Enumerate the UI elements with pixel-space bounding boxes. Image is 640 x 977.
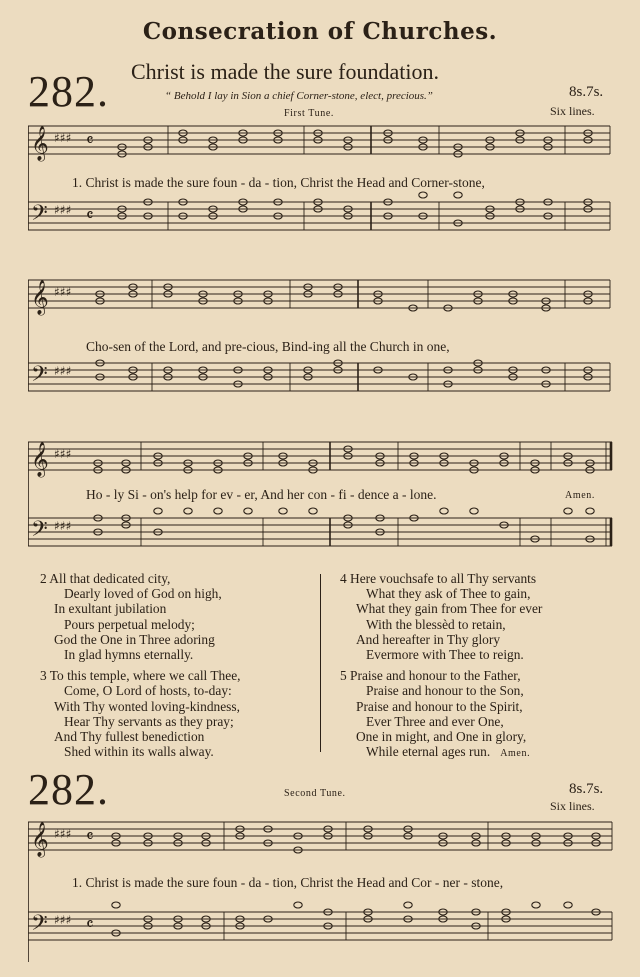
verse-2 [40, 571, 320, 662]
verses-left-column [40, 571, 320, 759]
verse-line: Praise and honour to the Son, [366, 683, 524, 699]
verse-line: Pours perpetual melody; [64, 616, 195, 632]
staff-notation [28, 812, 613, 977]
staff-notation [28, 120, 613, 262]
meter-label: 8s.7s. [569, 84, 604, 100]
column-divider [320, 574, 321, 752]
verse-line: God the One in Three adoring [54, 631, 215, 647]
section-title: Consecration of Churches. [142, 18, 498, 45]
verse-line: Evermore with Thee to reign. [366, 647, 524, 663]
verse-line: In glad hymns eternally. [64, 647, 194, 663]
verse-line: With Thy wonted loving-kindness, [54, 698, 240, 714]
music-system-4 [28, 812, 613, 977]
verse-line: What they ask of Thee to gain, [366, 586, 531, 602]
amen-label: Amen. [565, 490, 595, 501]
music-system-1 [28, 120, 613, 262]
verse-line: 5 Praise and honour to the Father, [340, 668, 521, 684]
svg-text:𝄞: 𝄞 [31, 822, 49, 857]
svg-text:𝄴: 𝄴 [86, 206, 94, 226]
svg-text:♯♯♯: ♯♯♯ [54, 447, 72, 461]
verse-3 [40, 668, 320, 759]
music-system-2 [28, 268, 613, 418]
hymn-title: Christ is made the sure foundation. [131, 59, 439, 84]
music-system-3 [28, 430, 613, 570]
verse-line: Come, O Lord of hosts, to-day: [64, 683, 232, 699]
svg-text:♯♯♯: ♯♯♯ [54, 519, 72, 533]
svg-text:𝄢: 𝄢 [31, 517, 48, 547]
verse-line: 2 All that dedicated city, [40, 571, 171, 586]
svg-text:𝄢: 𝄢 [31, 911, 48, 941]
svg-text:𝄢: 𝄢 [31, 201, 48, 231]
lyric-line: Ho - ly Si - on's help for ev - er, And her con - fi - dence a - lone. [86, 487, 437, 502]
verse-line-text: While eternal ages run. [366, 744, 491, 760]
verse-line: What they gain from Thee for ever [356, 601, 543, 617]
verse-line: Dearly loved of God on high, [64, 586, 222, 602]
svg-text:♯♯♯: ♯♯♯ [54, 827, 72, 841]
verses-right-column [340, 571, 620, 761]
verse-line: Ever Three and ever One, [366, 713, 504, 729]
tune-label-second: Second Tune. [284, 788, 346, 799]
verse-line: And hereafter in Thy glory [356, 631, 501, 647]
svg-text:♯♯♯: ♯♯♯ [54, 913, 72, 927]
svg-text:𝄴: 𝄴 [86, 915, 94, 935]
svg-text:♯♯♯: ♯♯♯ [54, 364, 72, 378]
lyric-line: 1. Christ is made the sure foun - da - tion, Christ the Head and Corner-stone, [72, 175, 485, 190]
hymn-number: 282. [28, 67, 109, 116]
svg-text:𝄞: 𝄞 [31, 126, 49, 161]
verse-5 [340, 668, 620, 761]
svg-text:♯♯♯: ♯♯♯ [54, 285, 72, 299]
lyric-line: 1. Christ is made the sure foun - da - tion, Christ the Head and Cor - ner - stone, [72, 875, 504, 890]
lines-label: Six lines. [550, 104, 595, 118]
svg-text:𝄴: 𝄴 [86, 827, 94, 847]
tune-label: First Tune. [284, 108, 334, 119]
lyric-line: Cho-sen of the Lord, and pre-cious, Bind-ing all the Church in one, [86, 339, 450, 354]
verse-line: 3 To this temple, where we call Thee, [40, 668, 241, 684]
amen-label: Amen. [500, 748, 531, 760]
lines-label-second: Six lines. [550, 799, 595, 813]
meter-label-second: 8s.7s. [569, 781, 604, 797]
scripture-reference: “ Behold I lay in Sion a chief Corner-stone, elect, precious.” [165, 90, 433, 102]
svg-text:𝄞: 𝄞 [31, 280, 49, 315]
verse-line: 4 Here vouchsafe to all Thy servants [340, 571, 537, 586]
verse-line [340, 744, 620, 761]
verse-line: In exultant jubilation [54, 601, 167, 617]
verse-line: Hear Thy servants as they pray; [64, 713, 234, 729]
svg-text:𝄴: 𝄴 [86, 131, 94, 151]
svg-text:𝄞: 𝄞 [31, 442, 49, 477]
verse-line: Shed within its walls alway. [64, 744, 214, 760]
verse-line: And Thy fullest benediction [54, 729, 205, 745]
hymn-number-second: 282. [28, 765, 109, 814]
svg-text:𝄢: 𝄢 [31, 362, 48, 392]
verse-line: Praise and honour to the Spirit, [356, 698, 523, 714]
svg-text:♯♯♯: ♯♯♯ [54, 203, 72, 217]
verse-line: With the blessèd to retain, [366, 616, 506, 632]
verse-line: One in might, and One in glory, [356, 729, 527, 745]
verse-4 [340, 571, 620, 662]
svg-text:♯♯♯: ♯♯♯ [54, 131, 72, 145]
